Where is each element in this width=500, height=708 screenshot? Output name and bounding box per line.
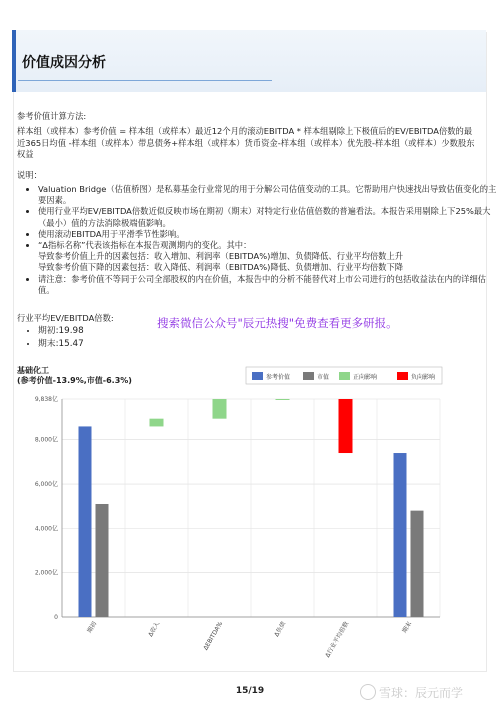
legend-label: 参考价值 — [266, 374, 291, 381]
bar-positive-impact — [276, 399, 290, 400]
bar-market-value — [96, 504, 109, 617]
x-tick-label: Δ行业平均倍数 — [324, 620, 351, 659]
note-text: 请注意：参考价值不等同于公司全部股权的内在价值，本报告中的分析不能替代对上市公司进行的包括收益法在内的详细估值。 — [38, 273, 487, 295]
notes-label: 说明： — [17, 170, 42, 180]
y-tick-label: 0 — [54, 614, 58, 621]
valuation-formula: 样本组（或样本）参考价值 = 样本组（或样本）最近12个月的滚动EBITDA * 样本组剔除上下极值后的EV/EBITDA倍数的最近365日均值 -样本组（或样本）带息债务+样本组（或样本）货币资金-样本组（或样本）优先股-样本组（或样本）少数股东权益 — [17, 126, 475, 159]
header-accent-bar — [12, 30, 16, 92]
y-tick-label: 2,000亿 — [34, 569, 58, 577]
industry-multiple-label: 行业平均EV/EBITDA倍数: — [17, 313, 114, 323]
bar-positive-impact — [150, 419, 164, 427]
chart-title: 基础化工 — [17, 366, 49, 375]
multiple-start: • 期初:19.98 — [38, 325, 84, 338]
note-text: 使用滚动EBITDA用于平滑季节性影响。 — [38, 228, 185, 239]
x-tick-label: Δ负债 — [273, 620, 288, 638]
legend-label: 市值 — [317, 374, 330, 381]
y-tick-label: 9,838亿 — [34, 396, 58, 403]
xueqiu-logo-icon — [360, 684, 376, 700]
y-tick-label: 8,000亿 — [34, 436, 58, 444]
note-item — [38, 206, 500, 228]
note-subline-increase: 导致参考价值上升的因素包括：收入增加、利润率（EBITDA%)增加、负债降低、行业平均倍数上升 — [38, 251, 404, 262]
chart-subtitle: (参考价值-13.9%,市值-6.3%) — [17, 376, 132, 385]
note-text: • “Δ指标名称”代表该指标在本报告观测期内的变化。其中： — [38, 240, 252, 251]
x-tick-label: 期初 — [86, 620, 99, 635]
legend-label: 负向影响 — [411, 374, 436, 381]
y-tick-label: 4,000亿 — [34, 525, 58, 533]
note-text: 使用行业平均EV/EBITDA倍数近似反映市场在期初（期末）对特定行业估值倍数的普遍看法。本报告采用剔除上下25%最大（最小）值的方法消除极端值影响。 — [38, 206, 491, 228]
x-tick-label: Δ收入 — [147, 620, 162, 638]
legend-swatch — [339, 372, 350, 380]
title-underline — [18, 80, 272, 81]
x-tick-label: ΔEBITDA% — [202, 620, 225, 652]
note-item — [38, 229, 500, 240]
page-number: 15/19 — [235, 686, 265, 696]
bar-market-value — [411, 511, 424, 617]
note-subline-decrease: 导致参考价值下降的因素包括：收入降低、利润率（EBITDA%)降低、负债增加、行业平均倍数下降 — [38, 262, 404, 273]
valuation-bridge-chart — [0, 360, 500, 680]
bar-reference-value — [79, 426, 92, 617]
note-item — [38, 274, 500, 296]
page-title: 价值成因分析 — [22, 55, 106, 71]
watermark-text: 雪球：辰元而学 — [379, 686, 464, 700]
bar-negative-impact — [339, 399, 353, 453]
y-tick-label: 6,000亿 — [34, 481, 58, 489]
industry-multiple-list — [20, 325, 84, 351]
promo-banner: 搜索微信公众号"辰元热搜"免费查看更多研报。 — [157, 316, 398, 330]
method-label: 参考价值计算方法: — [17, 111, 87, 121]
bar-positive-impact — [213, 399, 227, 419]
note-text: Valuation Bridge（估值桥图）是私募基金行业常见的用于分解公司估值变动的工具。它帮助用户快速找出导致估值变化的主要因素。 — [38, 184, 497, 206]
legend-swatch — [252, 372, 263, 380]
legend-swatch — [303, 372, 314, 380]
multiple-end: • 期末:15.47 — [38, 338, 84, 351]
bar-reference-value — [394, 453, 407, 617]
xueqiu-watermark — [360, 684, 463, 701]
note-item — [38, 184, 500, 206]
x-tick-label: 期末 — [401, 620, 414, 635]
note-item — [38, 240, 500, 274]
legend-swatch — [397, 372, 408, 380]
legend-label: 正向影响 — [353, 374, 378, 381]
notes-list — [20, 184, 500, 296]
